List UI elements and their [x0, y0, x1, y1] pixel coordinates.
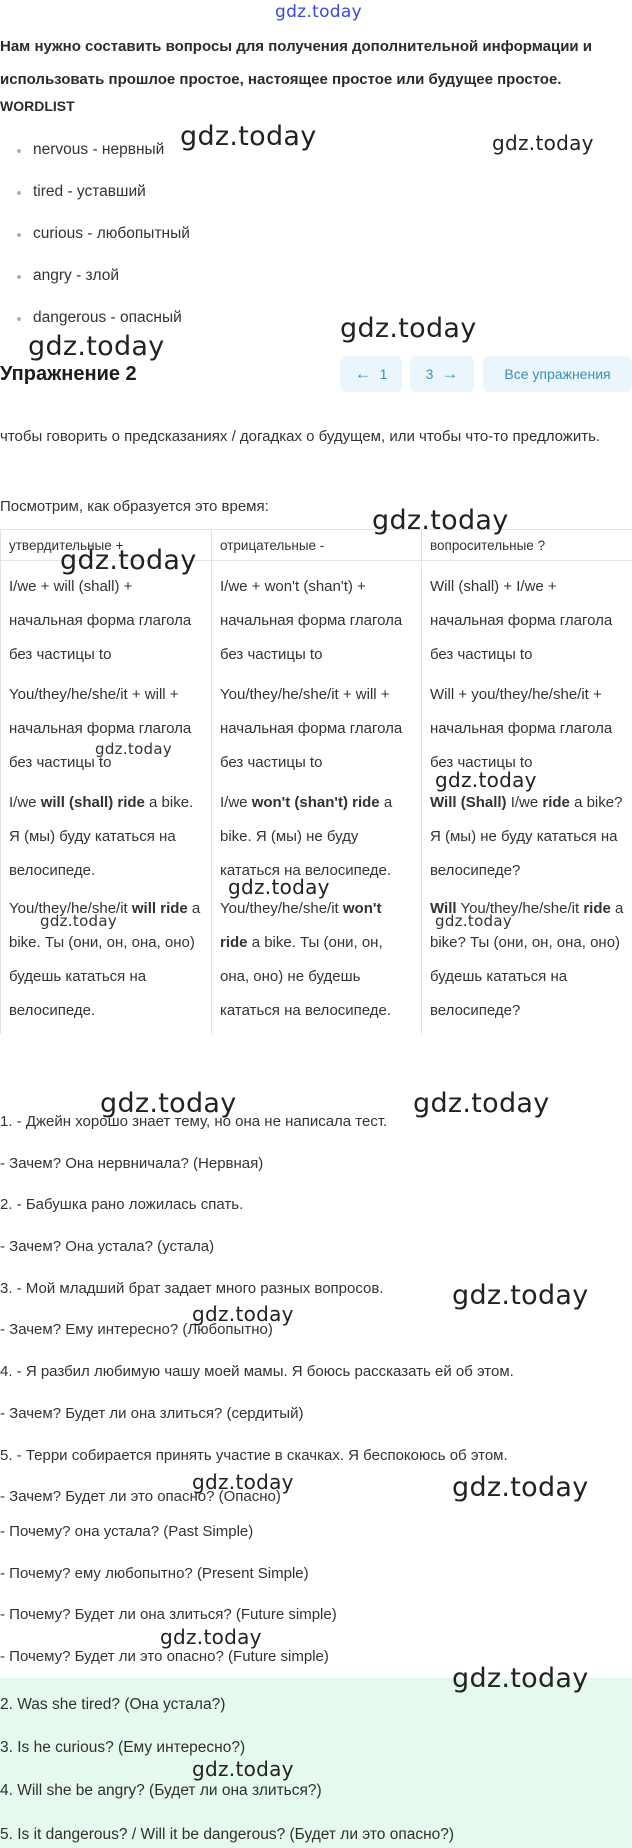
- dialog-line: - Зачем? Будет ли это опасно? (Опасно): [0, 1488, 281, 1506]
- watermark: gdz.today: [40, 912, 118, 930]
- site-logo-watermark: gdz.today: [275, 2, 362, 22]
- watermark: gdz.today: [192, 1757, 294, 1781]
- task-intro: Нам нужно составить вопросы для получения дополнительной информации и использовать прошлое простое, настоящее простое или будущее простое.: [0, 38, 593, 88]
- arrow-right-icon: →: [441, 364, 459, 383]
- dialog-line: 4. - Я разбил любимую чашу моей мамы. Я боюсь рассказать ей об этом.: [0, 1363, 514, 1381]
- all-exercises-label: Все упражнения: [504, 366, 611, 382]
- arrow-left-icon: ←: [354, 364, 372, 383]
- watermark: gdz.today: [100, 1088, 237, 1119]
- table-cell: I/we will (shall) ride a bike. Я (мы) буду кататься на велосипеде. You/they/he/she/it will ride a bike. Ты (они, он, она, оно) будешь кататься на велосипеде.: [1, 786, 212, 1034]
- next-exercise-button[interactable]: [410, 356, 474, 392]
- watermark: gdz.today: [180, 121, 317, 152]
- watermark: gdz.today: [192, 1470, 294, 1494]
- watermark: gdz.today: [228, 875, 330, 899]
- watermark: gdz.today: [160, 1625, 262, 1649]
- dialog-list: [0, 1112, 632, 1529]
- explanation-paragraph: чтобы говорить о предсказаниях / догадках о будущем, или чтобы что-то предложить.: [0, 428, 601, 445]
- watermark: gdz.today: [435, 912, 513, 930]
- watermark: gdz.today: [340, 313, 477, 344]
- exercise-title: Упражнение 2: [0, 363, 137, 385]
- dialog-line: - Зачем? Ему интересно? (Любопытно): [0, 1321, 273, 1339]
- all-exercises-button[interactable]: [483, 356, 632, 392]
- watermark: gdz.today: [435, 768, 537, 792]
- watermark: gdz.today: [413, 1088, 550, 1119]
- watermark: gdz.today: [452, 1472, 589, 1503]
- reason-line: - Почему? Будет ли она злиться? (Future simple): [0, 1606, 337, 1624]
- wordlist-title: WORDLIST: [0, 98, 75, 114]
- dialog-line: - Зачем? Она нервничала? (Нервная): [0, 1154, 264, 1172]
- watermark: gdz.today: [492, 131, 594, 155]
- answer-line: 5. Is it dangerous? / Will it be dangerous? (Будет ли это опасно?): [0, 1826, 455, 1843]
- prev-exercise-label: 1: [379, 366, 388, 382]
- reason-line: - Почему? она устала? (Past Simple): [0, 1523, 254, 1540]
- table-cell: I/we won't (shan't) ride a bike. Я (мы) не буду кататься на велосипеде. You/they/he/she/it won't ride a bike. Ты (они, он, она, оно) не будешь кататься на велосипеде.: [212, 786, 422, 1034]
- grammar-table: [0, 529, 632, 1034]
- watermark: gdz.today: [28, 331, 165, 362]
- watermark: gdz.today: [452, 1280, 589, 1311]
- dialog-line: 3. - Мой младший брат задает много разных вопросов.: [0, 1279, 384, 1297]
- watermark: gdz.today: [372, 505, 509, 536]
- watermark: gdz.today: [192, 1302, 294, 1326]
- next-exercise-label: 3: [425, 366, 434, 382]
- table-cell: Will (Shall) I/we ride a bike? Я (мы) не буду кататься на велосипеде? Will You/they/he/she/it ride a bike? Ты (они, он, она, оно) будешь кататься на велосипеде?: [422, 786, 632, 1034]
- header-negative: отрицательные -: [212, 530, 422, 561]
- wordlist: [0, 140, 190, 350]
- dialog-line: - Зачем? Будет ли она злиться? (сердитый): [0, 1404, 304, 1422]
- watermark: gdz.today: [95, 740, 173, 758]
- header-interrogative: вопросительные ?: [422, 530, 632, 561]
- watermark: gdz.today: [60, 545, 197, 576]
- table-cell: I/we + will (shall) + начальная форма глагола без частицы to You/they/he/she/it + will + начальная форма глагола без частицы to: [1, 561, 212, 787]
- table-row: [1, 786, 632, 1034]
- wordlist-item: tired - уставший: [0, 182, 190, 224]
- dialog-line: 1. - Джейн хорошо знает тему, но она не написала тест.: [0, 1113, 388, 1130]
- answer-line: 2. Was she tired? (Она устала?): [0, 1696, 226, 1713]
- header-affirmative: утвердительные +: [1, 530, 212, 561]
- watermark: gdz.today: [452, 1663, 589, 1694]
- answer-line: 4. Will she be angry? (Будет ли она злиться?): [0, 1782, 322, 1799]
- table-cell: Will (shall) + I/we + начальная форма глагола без частицы to Will + you/they/he/she/it + начальная форма глагола без частицы to: [422, 561, 632, 787]
- answer-line: 3. Is he curious? (Ему интересно?): [0, 1739, 246, 1756]
- prev-exercise-button[interactable]: [340, 356, 402, 392]
- table-cell: I/we + won't (shan't) + начальная форма глагола без частицы to You/they/he/she/it + will + начальная форма глагола без частицы to: [212, 561, 422, 787]
- formation-intro: Посмотрим, как образуется это время:: [0, 498, 269, 515]
- wordlist-item: dangerous - опасный: [0, 308, 190, 350]
- answers-box: [0, 1678, 632, 1848]
- dialog-line: - Зачем? Она устала? (устала): [0, 1238, 215, 1256]
- dialog-line: 2. - Бабушка рано ложилась спать.: [0, 1196, 244, 1214]
- dialog-line: 5. - Терри собирается принять участие в скачках. Я беспокоюсь об этом.: [0, 1446, 508, 1464]
- reason-line: - Почему? ему любопытно? (Present Simple): [0, 1564, 309, 1582]
- wordlist-item: curious - любопытный: [0, 224, 190, 266]
- wordlist-item: nervous - нервный: [0, 140, 190, 182]
- reason-line: - Почему? Будет ли это опасно? (Future simple): [0, 1648, 329, 1666]
- wordlist-item: angry - злой: [0, 266, 190, 308]
